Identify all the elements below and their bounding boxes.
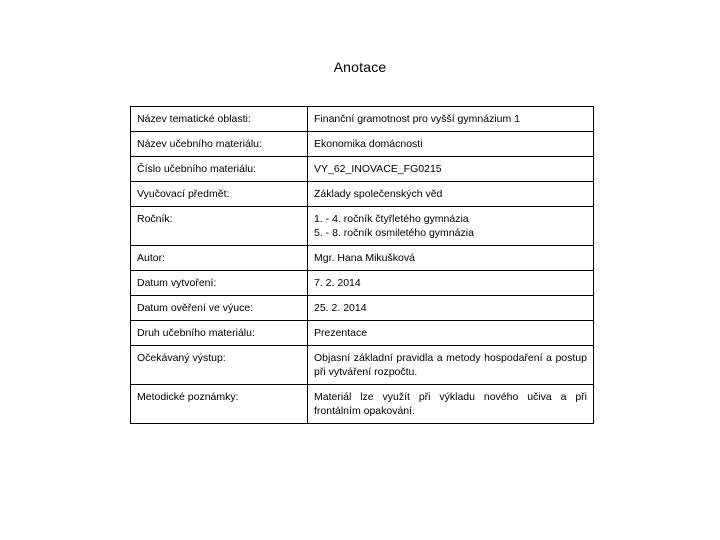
row-value-created-date: 7. 2. 2014 xyxy=(308,271,594,296)
table-row xyxy=(131,157,594,182)
row-value-verified-date: 25. 2. 2014 xyxy=(308,296,594,321)
row-label-author: Autor: xyxy=(131,246,308,271)
table-row xyxy=(131,321,594,346)
table-row xyxy=(131,296,594,321)
row-value-subject: Základy společenských věd xyxy=(308,182,594,207)
row-value-methodical-notes: Materiál lze využít při výkladu nového učiva a při frontálním opakování. xyxy=(308,385,594,424)
row-label-expected-output: Očekávaný výstup: xyxy=(131,346,308,385)
row-value-material-number: VY_62_INOVACE_FG0215 xyxy=(308,157,594,182)
row-value-expected-output: Objasní základní pravidla a metody hospodaření a postup při vytváření rozpočtu. xyxy=(308,346,594,385)
row-label-material-name: Název učebního materiálu: xyxy=(131,132,308,157)
grade-line-1: 1. - 4. ročník čtyřletého gymnázia xyxy=(314,213,469,225)
row-value-author: Mgr. Hana Mikušková xyxy=(308,246,594,271)
row-label-topic-area: Název tematické oblasti: xyxy=(131,107,308,132)
row-value-grade xyxy=(308,207,594,246)
page-title: Anotace xyxy=(333,59,387,75)
row-label-material-number: Číslo učebního materiálu: xyxy=(131,157,308,182)
table-row xyxy=(131,271,594,296)
row-label-verified-date: Datum ověření ve výuce: xyxy=(131,296,308,321)
annotation-table xyxy=(130,106,594,424)
row-label-subject: Vyučovací předmět: xyxy=(131,182,308,207)
row-label-methodical-notes: Metodické poznámky: xyxy=(131,385,308,424)
table-row xyxy=(131,246,594,271)
table-row xyxy=(131,207,594,246)
row-value-material-name: Ekonomika domácnosti xyxy=(308,132,594,157)
row-label-created-date: Datum vytvoření: xyxy=(131,271,308,296)
table-row xyxy=(131,385,594,424)
grade-line-2: 5. - 8. ročník osmiletého gymnázia xyxy=(314,227,474,239)
row-value-topic-area: Finanční gramotnost pro vyšší gymnázium 1 xyxy=(308,107,594,132)
table-row xyxy=(131,346,594,385)
row-label-material-type: Druh učebního materiálu: xyxy=(131,321,308,346)
row-value-material-type: Prezentace xyxy=(308,321,594,346)
row-label-grade: Ročník: xyxy=(131,207,308,246)
table-row xyxy=(131,107,594,132)
table-row xyxy=(131,182,594,207)
table-row xyxy=(131,132,594,157)
